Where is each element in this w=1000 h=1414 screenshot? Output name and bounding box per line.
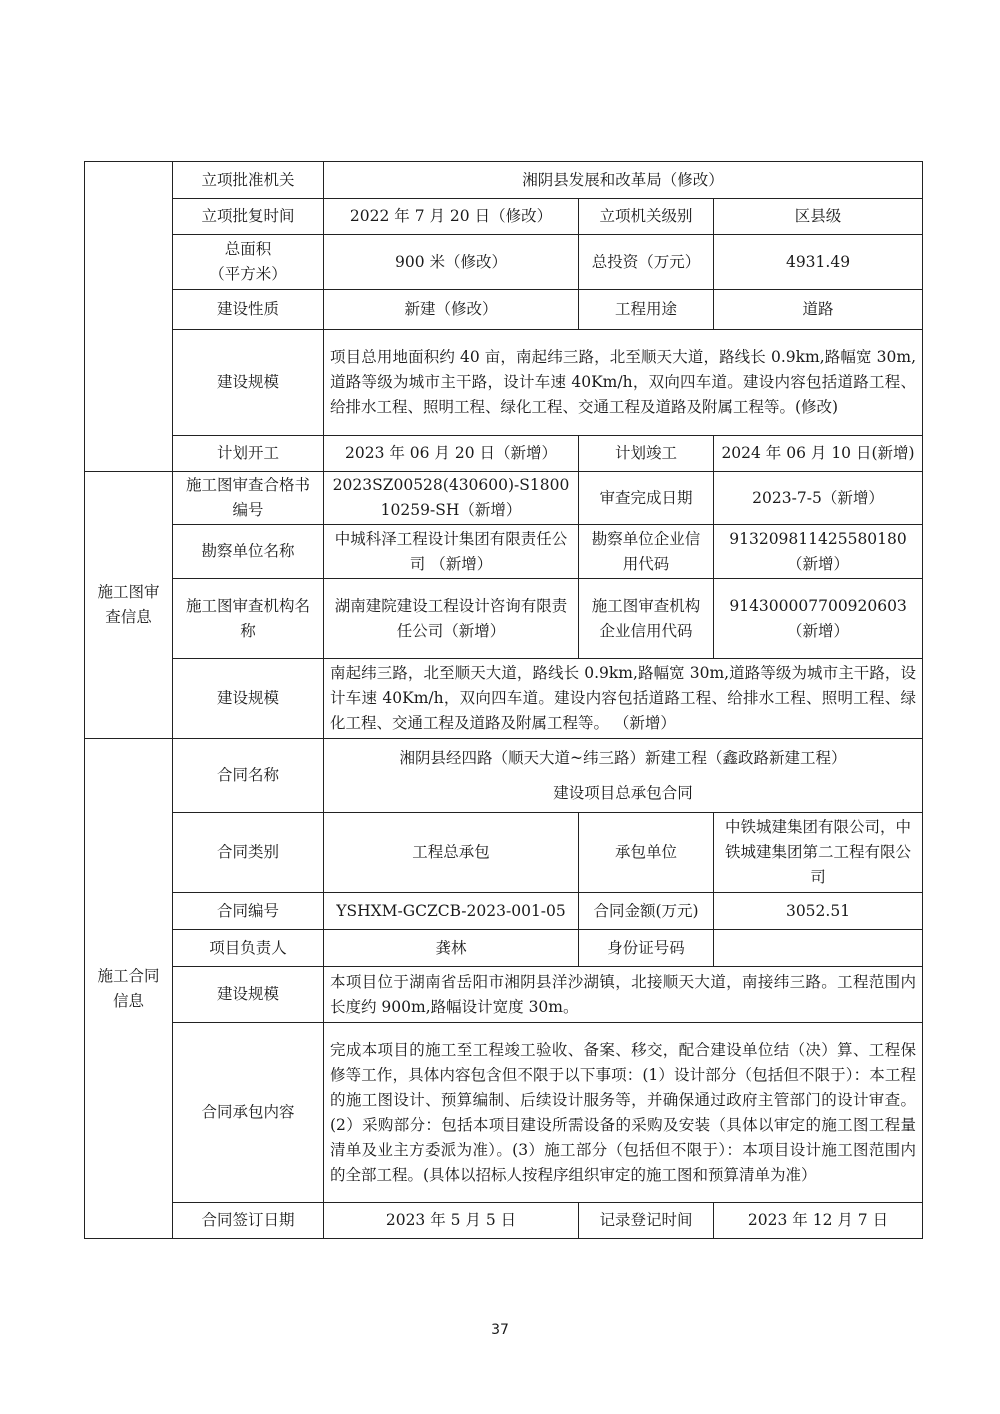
label-planned-start: 计划开工 <box>173 436 324 472</box>
label-contract-name: 合同名称 <box>173 739 324 813</box>
label-survey-credit-code: 勘察单位企业信用代码 <box>579 525 714 579</box>
value-planned-completion: 2024 年 06 月 10 日(新增) <box>714 436 923 472</box>
label-review-org: 施工图审查机构名称 <box>173 579 324 659</box>
value-construction-scale-3: 本项目位于湖南省岳阳市湘阴县洋沙湖镇，北接顺天大道，南接纬三路。工程范围内长度约 900m,路幅设计宽度 30m。 <box>324 967 923 1023</box>
label-review-org-credit-code: 施工图审查机构企业信用代码 <box>579 579 714 659</box>
label-project-manager: 项目负责人 <box>173 930 324 967</box>
value-record-time: 2023 年 12 月 7 日 <box>714 1203 923 1239</box>
value-project-manager: 龚林 <box>324 930 579 967</box>
label-record-time: 记录登记时间 <box>579 1203 714 1239</box>
label-approval-time: 立项批复时间 <box>173 199 324 235</box>
section-review-info: 施工图审查信息 <box>85 472 173 739</box>
value-contract-name <box>324 739 923 813</box>
value-review-cert-no: 2023SZ00528(430600)-S180010259-SH（新增） <box>324 472 579 525</box>
value-survey-unit: 中城科泽工程设计集团有限责任公司 （新增） <box>324 525 579 579</box>
value-contractor: 中铁城建集团有限公司，中铁城建集团第二工程有限公司 <box>714 813 923 893</box>
label-project-use: 工程用途 <box>579 290 714 330</box>
label-contract-amount: 合同金额(万元) <box>579 893 714 930</box>
label-contract-scope: 合同承包内容 <box>173 1023 324 1203</box>
section-cell-blank <box>85 162 173 472</box>
label-construction-scale-3: 建设规模 <box>173 967 324 1023</box>
value-construction-nature: 新建（修改） <box>324 290 579 330</box>
label-review-cert-no: 施工图审查合格书编号 <box>173 472 324 525</box>
value-review-org: 湖南建院建设工程设计咨询有限责任公司（新增） <box>324 579 579 659</box>
value-contract-no: YSHXM-GCZCB-2023-001-05 <box>324 893 579 930</box>
label-approval-authority: 立项批准机关 <box>173 162 324 199</box>
value-approval-authority: 湘阴县发展和改革局（修改） <box>324 162 923 199</box>
value-total-area: 900 米（修改） <box>324 235 579 290</box>
label-contractor: 承包单位 <box>579 813 714 893</box>
label-planned-completion: 计划竣工 <box>579 436 714 472</box>
value-id-number <box>714 930 923 967</box>
contract-name-line2: 建设项目总承包合同 <box>553 783 693 802</box>
label-construction-scale-1: 建设规模 <box>173 330 324 436</box>
label-contract-type: 合同类别 <box>173 813 324 893</box>
info-table <box>84 161 923 1239</box>
label-survey-unit: 勘察单位名称 <box>173 525 324 579</box>
value-survey-credit-code: 913209811425580180（新增） <box>714 525 923 579</box>
value-construction-scale-1: 项目总用地面积约 40 亩，南起纬三路，北至顺天大道，路线长 0.9km,路幅宽 30m,道路等级为城市主干路，设计车速 40Km/h，双向四车道。建设内容包括道路工程、给排水工程、照明工程、绿化工程、交通工程及道路及附属工程等。(修改) <box>324 330 923 436</box>
value-contract-amount: 3052.51 <box>714 893 923 930</box>
value-construction-scale-2: 南起纬三路，北至顺天大道，路线长 0.9km,路幅宽 30m,道路等级为城市主干路，设计车速 40Km/h，双向四车道。建设内容包括道路工程、给排水工程、照明工程、绿化工程、交通工程及道路及附属工程等。 （新增） <box>324 659 923 739</box>
value-authority-level: 区县级 <box>714 199 923 235</box>
page-number: 37 <box>491 1322 509 1338</box>
label-total-area-line1: 总面积 <box>224 240 272 258</box>
value-approval-time: 2022 年 7 月 20 日（修改） <box>324 199 579 235</box>
label-total-area-line2: （平方米） <box>209 265 287 283</box>
label-id-number: 身份证号码 <box>579 930 714 967</box>
value-project-use: 道路 <box>714 290 923 330</box>
label-review-complete-date: 审查完成日期 <box>579 472 714 525</box>
label-contract-no: 合同编号 <box>173 893 324 930</box>
contract-name-line1: 湘阴县经四路（顺天大道~纬三路）新建工程（鑫政路新建工程） <box>399 748 847 767</box>
label-total-investment: 总投资（万元） <box>579 235 714 290</box>
value-contract-scope: 完成本项目的施工至工程竣工验收、备案、移交，配合建设单位结（决）算、工程保修等工作，具体内容包含但不限于以下事项：(1）设计部分（包括但不限于）：本工程的施工图设计、预算编制、后续设计服务等，并确保通过政府主管部门的设计审查。(2）采购部分：包括本项目建设所需设备的采购及安装（具体以审定的施工图工程量清单及业主方委派为准）。(3）施工部分（包括但不限于）：本项目设计施工图范围内的全部工程。(具体以招标人按程序组织审定的施工图和预算清单为准） <box>324 1023 923 1203</box>
label-authority-level: 立项机关级别 <box>579 199 714 235</box>
label-sign-date: 合同签订日期 <box>173 1203 324 1239</box>
label-construction-scale-2: 建设规模 <box>173 659 324 739</box>
section-contract-info: 施工合同信息 <box>85 739 173 1239</box>
value-sign-date: 2023 年 5 月 5 日 <box>324 1203 579 1239</box>
value-planned-start: 2023 年 06 月 20 日（新增） <box>324 436 579 472</box>
value-total-investment: 4931.49 <box>714 235 923 290</box>
value-review-org-credit-code: 91430000770092060З（新增） <box>714 579 923 659</box>
value-contract-type: 工程总承包 <box>324 813 579 893</box>
label-construction-nature: 建设性质 <box>173 290 324 330</box>
value-review-complete-date: 2023-7-5（新增） <box>714 472 923 525</box>
label-total-area <box>173 235 324 290</box>
